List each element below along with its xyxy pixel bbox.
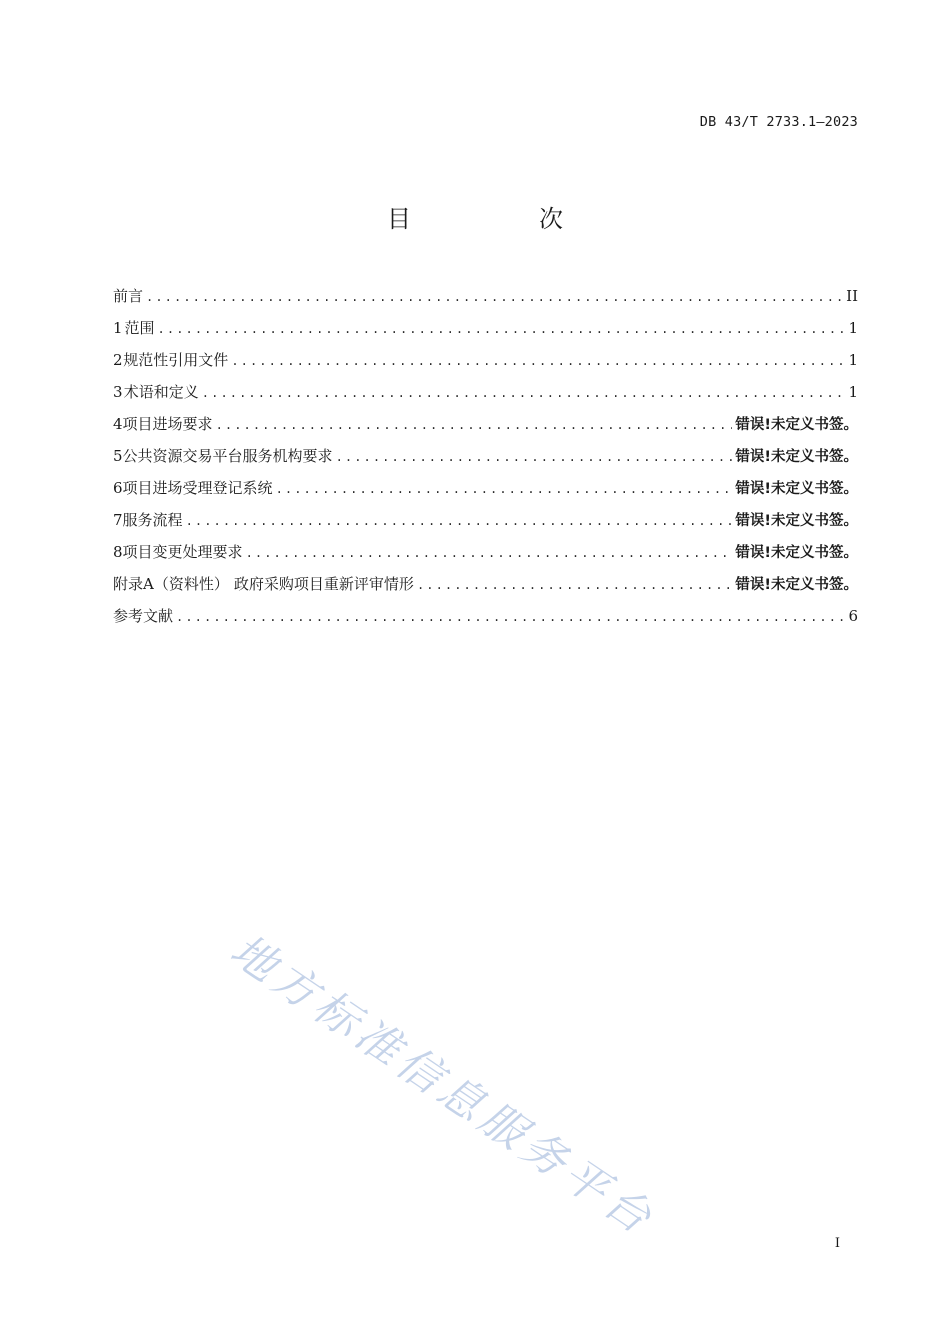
toc-entry-label: 范围	[124, 319, 155, 337]
toc-entry-page: II	[846, 287, 858, 305]
toc-entry-label: 前言	[113, 287, 144, 305]
page-title: 目 次	[387, 205, 615, 233]
toc-entry-label: 项目进场受理登记系统	[122, 479, 273, 497]
page-number: I	[834, 1236, 840, 1251]
toc-entry-number: 1	[113, 319, 123, 337]
toc-entry-page-error: 错误!未定义书签。	[735, 577, 858, 593]
toc-entry-label: 术语和定义	[123, 383, 199, 401]
toc-entry-label: 项目变更处理要求	[122, 543, 243, 561]
toc-entry-label: 参考文献	[113, 607, 174, 625]
toc-entry-project-entry-requirements[interactable]	[113, 413, 858, 445]
toc-leader-dots	[231, 354, 845, 368]
toc-leader-dots	[276, 482, 733, 496]
toc-entry-page-error: 错误!未定义书签。	[735, 545, 858, 561]
toc-leader-dots	[176, 610, 845, 624]
toc-entry-bibliography[interactable]	[113, 605, 858, 637]
toc-entry-number: 7	[113, 511, 123, 529]
toc-entry-label: 规范性引用文件	[123, 351, 229, 369]
toc-entry-number: 6	[113, 479, 123, 497]
toc-entry-page-error: 错误!未定义书签。	[735, 417, 858, 433]
toc-leader-dots	[146, 290, 843, 304]
toc-leader-dots	[158, 322, 846, 336]
toc-leader-dots	[186, 514, 733, 528]
toc-entry-number: 8	[113, 543, 123, 561]
toc-leader-dots	[246, 546, 733, 560]
toc-entry-number: 4	[113, 415, 123, 433]
toc-entry-label: 项目进场要求	[122, 415, 213, 433]
table-of-contents	[113, 285, 858, 637]
toc-entry-change-handling[interactable]	[113, 541, 858, 573]
toc-entry-page: 1	[848, 383, 858, 401]
watermark: 地方标准信息服务平台	[221, 924, 665, 1247]
toc-entry-page-error: 错误!未定义书签。	[735, 449, 858, 465]
toc-entry-label: 附录A（资料性）	[113, 575, 229, 593]
toc-entry-number: 2	[113, 351, 123, 369]
toc-entry-label: 公共资源交易平台服务机构要求	[122, 447, 333, 465]
toc-entry-terms-definitions[interactable]	[113, 381, 858, 413]
toc-entry-scope[interactable]	[113, 317, 858, 349]
toc-entry-appendix-a[interactable]	[113, 573, 858, 605]
toc-entry-number: 5	[113, 447, 123, 465]
toc-entry-page: 1	[848, 351, 858, 369]
toc-entry-page: 1	[848, 319, 858, 337]
toc-entry-number: 3	[113, 383, 123, 401]
toc-leader-dots	[216, 418, 733, 432]
toc-entry-registration-system[interactable]	[113, 477, 858, 509]
toc-leader-dots	[417, 578, 732, 592]
toc-entry-page-error: 错误!未定义书签。	[735, 513, 858, 529]
toc-entry-appendix-title: 政府采购项目重新评审情形	[233, 575, 414, 593]
doc-code: DB 43/T 2733.1—2023	[699, 114, 858, 130]
toc-leader-dots	[202, 386, 846, 400]
toc-entry-service-agency-requirements[interactable]	[113, 445, 858, 477]
toc-entry-normative-references[interactable]	[113, 349, 858, 381]
toc-entry-foreword[interactable]	[113, 285, 858, 317]
toc-entry-page: 6	[848, 607, 858, 625]
toc-entry-label: 服务流程	[122, 511, 183, 529]
toc-leader-dots	[336, 450, 733, 464]
toc-entry-page-error: 错误!未定义书签。	[735, 481, 858, 497]
toc-entry-service-process[interactable]	[113, 509, 858, 541]
